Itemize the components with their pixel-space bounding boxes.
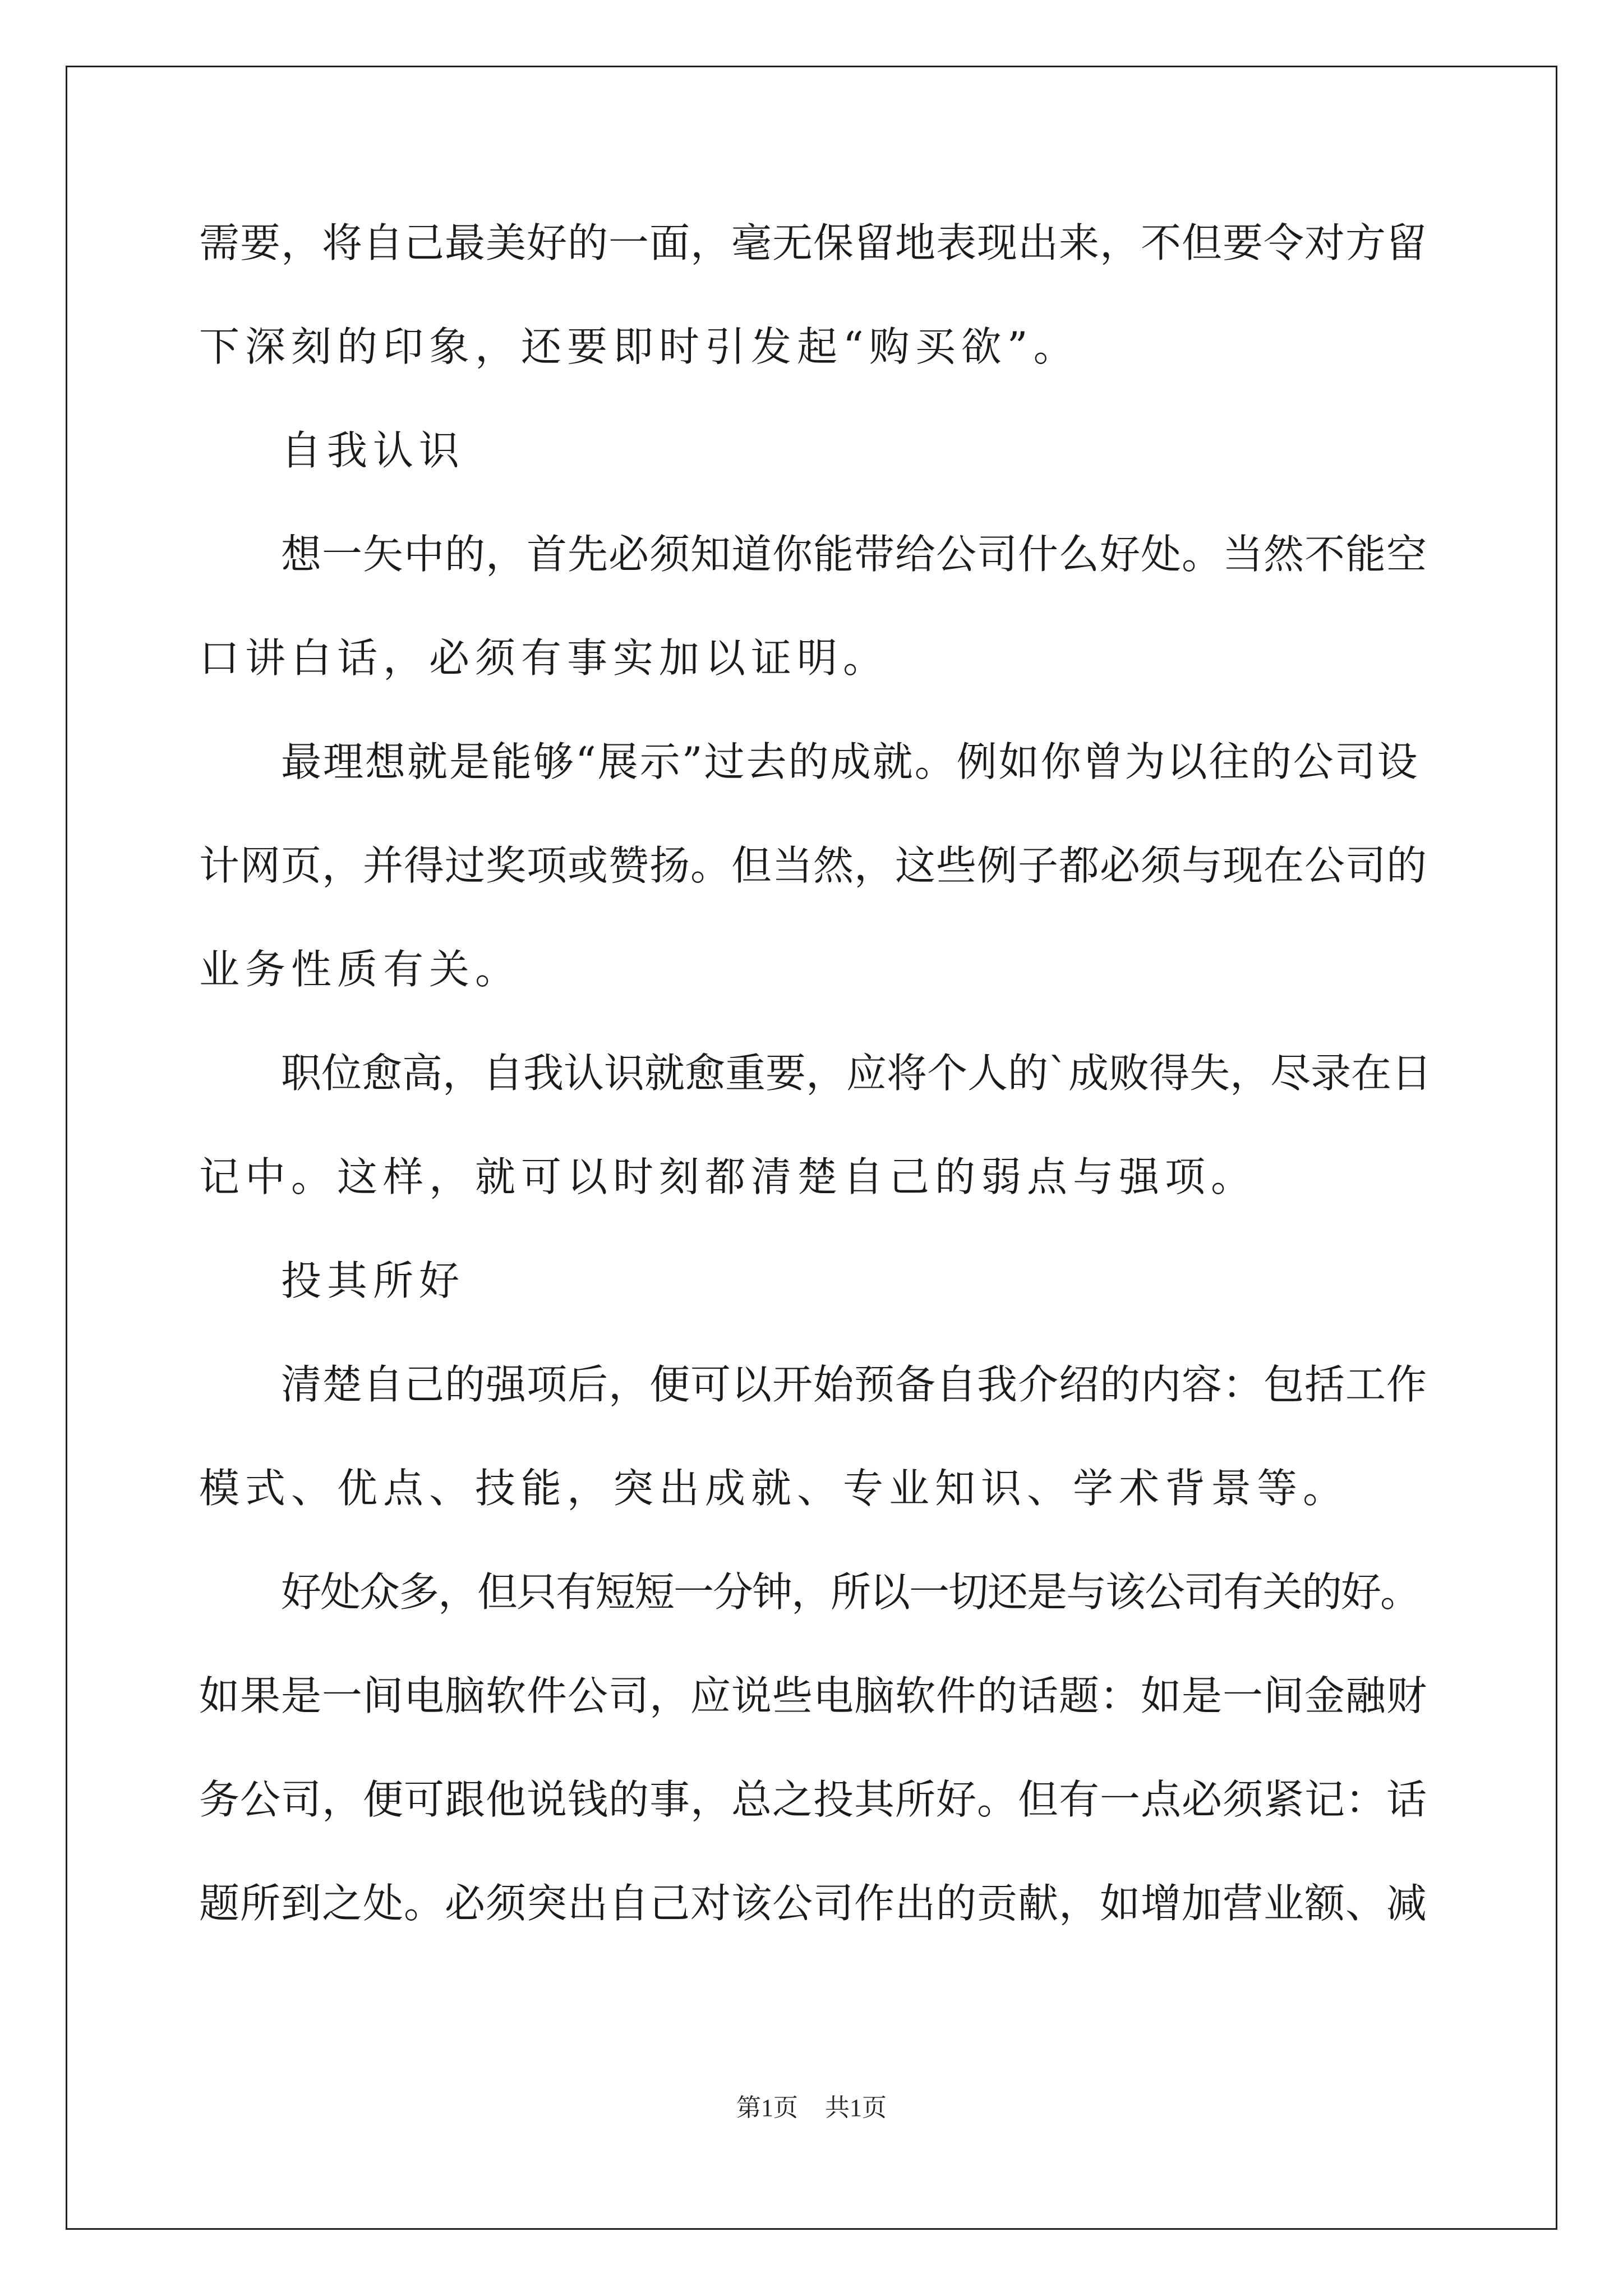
text-line: 想一矢中的，首先必须知道你能带给公司什么好处。当然不能空 — [281, 531, 1428, 578]
text-line: 模式、优点、技能，突出成就、专业知识、学术背景等。 — [199, 1465, 1349, 1512]
text-line: 需要，将自己最美好的一面，毫无保留地表现出来，不但要令对方留 — [199, 219, 1428, 266]
text-line: 务公司，便可跟他说钱的事，总之投其所好。但有一点必须紧记：话 — [199, 1776, 1428, 1823]
text-line: 题所到之处。必须突出自己对该公司作出的贡献，如增加营业额、减 — [199, 1880, 1428, 1927]
text-line: 口讲白话，必须有事实加以证明。 — [199, 634, 889, 682]
page-footer — [0, 2091, 1623, 2125]
text-line: 好处众多，但只有短短一分钟，所以一切还是与该公司有关的好。 — [281, 1568, 1420, 1616]
text-line: 业务性质有关。 — [199, 946, 522, 993]
text-line: 清楚自己的强项后，便可以开始预备自我介绍的内容：包括工作 — [281, 1361, 1428, 1408]
text-line: 最理想就是能够“展示”过去的成就。例如你曾为以往的公司设 — [281, 738, 1419, 785]
text-line: 职位愈高，自我认识就愈重要，应将个人的`成败得失，尽录在日 — [281, 1050, 1432, 1097]
text-line: 计网页，并得过奖项或赞扬。但当然，这些例子都必须与现在公司的 — [199, 842, 1428, 889]
section-heading: 投其所好 — [281, 1257, 465, 1304]
text-line: 下深刻的印象，还要即时引发起“购买欲”。 — [199, 323, 1080, 370]
page-total: 共1页 — [825, 2094, 887, 2122]
text-line: 记中。这样，就可以时刻都清楚自己的弱点与强项。 — [199, 1153, 1257, 1200]
page-number: 第1页 — [736, 2094, 798, 2122]
section-heading: 自我认识 — [281, 427, 465, 474]
text-line: 如果是一间电脑软件公司，应说些电脑软件的话题：如是一间金融财 — [199, 1672, 1428, 1719]
